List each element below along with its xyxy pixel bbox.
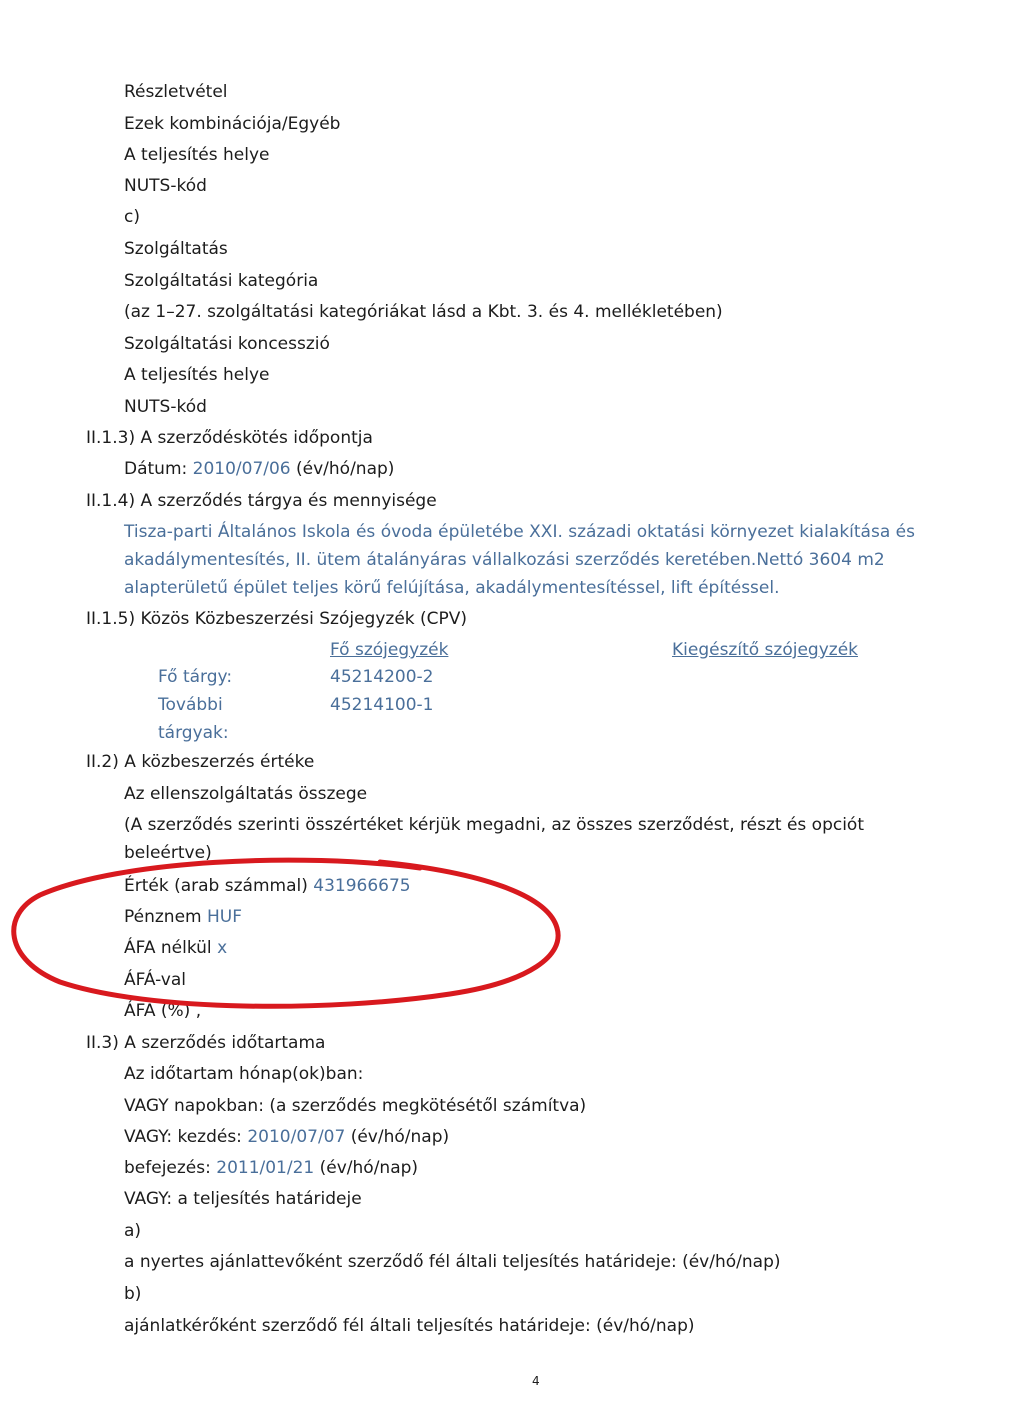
end-label: befejezés:: [124, 1158, 217, 1178]
line-nuts-kod: NUTS-kód: [124, 176, 207, 196]
deadline-line: VAGY: a teljesítés határideje: [124, 1189, 362, 1209]
cpv-extra-header: Kiegészítő szójegyzék: [672, 640, 858, 660]
value-label: Érték (arab számmal): [124, 876, 314, 896]
deadline-b: b): [124, 1284, 142, 1304]
section-heading-ii-1-4: II.1.4) A szerződés tárgya és mennyisége: [86, 491, 437, 511]
start-suffix: (év/hó/nap): [345, 1127, 450, 1147]
cpv-main-header: Fő szójegyzék: [330, 640, 449, 660]
deadline-a: a): [124, 1221, 142, 1241]
line-kategoria-note: (az 1–27. szolgáltatási kategóriákat lásd a Kbt. 3. és 4. mellékletében): [124, 302, 723, 322]
date-suffix: (év/hó/nap): [290, 459, 395, 479]
currency-line: [124, 907, 242, 927]
end-date-line: [124, 1158, 418, 1178]
duration-days: VAGY napokban: (a szerződés megkötésétől számítva): [124, 1096, 587, 1116]
amount-label: Az ellenszolgáltatás összege: [124, 784, 368, 804]
section-heading-ii-1-3: II.1.3) A szerződéskötés időpontja: [86, 428, 373, 448]
section-heading-ii-1-5: II.1.5) Közös Közbeszerzési Szójegyzék (CPV): [86, 609, 468, 629]
contract-subject-text: Tisza-parti Általános Iskola és óvoda épületébe XXI. századi oktatási környezet kialakítása és akadálymentesítés, II. ütem átalányáras vállalkozási szerződés keretében.Nettó 3604 m2 alapterületű épület teljes körű felújítása, akadálymentesítéssel, lift építéssel.: [124, 522, 915, 598]
cpv-row2-label: További tárgyak:: [158, 695, 229, 743]
start-label: VAGY: kezdés:: [124, 1127, 248, 1147]
value-amount: 431966675: [313, 876, 411, 896]
no-vat-mark: x: [217, 938, 228, 958]
line-koncesszio: Szolgáltatási koncesszió: [124, 334, 330, 354]
line-szolg-kategoria: Szolgáltatási kategória: [124, 271, 319, 291]
line-szolgaltatas: Szolgáltatás: [124, 239, 228, 259]
deadline-b-text: ajánlatkérőként szerződő fél általi teljesítés határideje: (év/hó/nap): [124, 1316, 695, 1336]
value-line: [124, 876, 411, 896]
cpv-row2-value: 45214100-1: [330, 695, 434, 715]
page-number: 4: [532, 1374, 540, 1388]
no-vat-line: [124, 938, 227, 958]
vat-percent-line: ÁFA (%) ,: [124, 1001, 202, 1021]
line-teljesites-helye: A teljesítés helye: [124, 145, 270, 165]
deadline-a-text: a nyertes ajánlattevőként szerződő fél általi teljesítés határideje: (év/hó/nap): [124, 1252, 781, 1272]
cpv-row1-value: 45214200-2: [330, 667, 434, 687]
with-vat-line: ÁFÁ-val: [124, 970, 186, 990]
currency-label: Pénznem: [124, 907, 207, 927]
line-teljesites-helye-2: A teljesítés helye: [124, 365, 270, 385]
cpv-row1-label: Fő tárgy:: [158, 667, 233, 687]
start-date-line: [124, 1127, 449, 1147]
amount-note: (A szerződés szerinti összértéket kérjük megadni, az összes szerződést, részt és opciót beleértve): [124, 815, 864, 863]
line-nuts-kod-2: NUTS-kód: [124, 397, 207, 417]
line-kombinacio: Ezek kombinációja/Egyéb: [124, 114, 341, 134]
date-label: Dátum:: [124, 459, 193, 479]
currency-value: HUF: [207, 907, 243, 927]
date-value: 2010/07/06: [192, 459, 291, 479]
end-value: 2011/01/21: [216, 1158, 315, 1178]
section-heading-ii-3: II.3) A szerződés időtartama: [86, 1033, 326, 1053]
contract-date-line: [124, 459, 394, 479]
end-suffix: (év/hó/nap): [314, 1158, 419, 1178]
line-c: c): [124, 207, 140, 227]
duration-months: Az időtartam hónap(ok)ban:: [124, 1064, 364, 1084]
start-value: 2010/07/07: [247, 1127, 346, 1147]
section-heading-ii-2: II.2) A közbeszerzés értéke: [86, 752, 315, 772]
line-reszletvetel: Részletvétel: [124, 82, 228, 102]
no-vat-label: ÁFA nélkül: [124, 938, 218, 958]
